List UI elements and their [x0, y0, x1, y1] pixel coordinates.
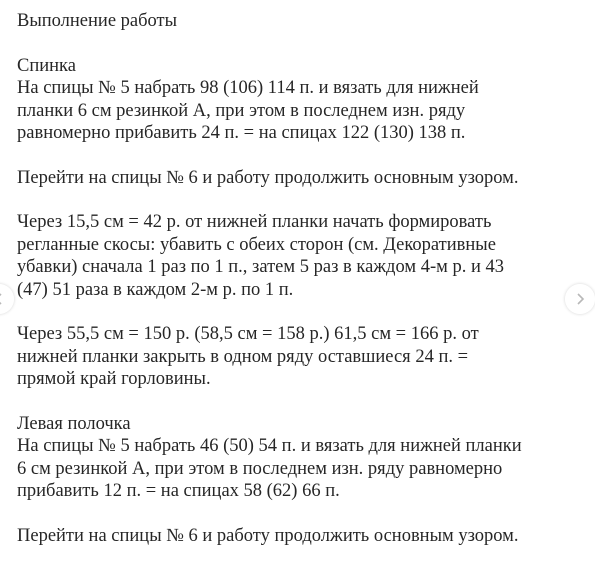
- section-back: [17, 55, 581, 391]
- text-line: На спицы № 5 набрать 46 (50) 54 п. и вязать для нижней планки: [17, 436, 522, 456]
- text-line: равномерно прибавить 24 п. = на спицах 122 (130) 138 п.: [17, 123, 466, 143]
- paragraph: [17, 77, 581, 145]
- text-line: На спицы № 5 набрать 98 (106) 114 п. и вязать для нижней: [17, 78, 479, 98]
- text-line: убавки) сначала 1 раз по 1 п., затем 5 раз в каждом 4-м р. и 43: [17, 257, 504, 277]
- section-left-front: [17, 413, 581, 548]
- text-line: регланные скосы: убавить с обеих сторон (см. Декоративные: [17, 234, 496, 255]
- text-line: прямой край горловины.: [17, 369, 211, 389]
- text-line: (47) 51 раза в каждом 2-м р. по 1 п.: [17, 279, 294, 300]
- chevron-left-icon: [0, 293, 5, 305]
- text-line: нижней планки закрыть в одном ряду оставшиеся 24 п. =: [17, 346, 469, 367]
- carousel-next-button[interactable]: [565, 284, 595, 314]
- paragraph: [17, 211, 581, 301]
- text-line: 6 см резинкой А, при этом в последнем изн. ряду равномерно: [17, 458, 503, 479]
- section-heading: Спинка: [17, 55, 76, 76]
- text-line: Перейти на спицы № 6 и работу продолжить основным узором.: [17, 167, 519, 188]
- document-title: Выполнение работы: [17, 11, 178, 31]
- section-heading: Левая полочка: [17, 413, 131, 434]
- paragraph: [17, 167, 581, 190]
- text-line: Через 15,5 см = 42 р. от нижней планки начать формировать: [17, 212, 492, 232]
- paragraph: [17, 323, 581, 391]
- text-line: Через 55,5 см = 150 р. (58,5 см = 158 р.) 61,5 см = 166 р. от: [17, 324, 479, 344]
- text-line: Перейти на спицы № 6 и работу продолжить основным узором.: [17, 525, 519, 546]
- paragraph: [17, 435, 581, 503]
- paragraph: [17, 525, 581, 548]
- text-line: прибавить 12 п. = на спицах 58 (62) 66 п.: [17, 481, 340, 501]
- chevron-right-icon: [574, 293, 586, 305]
- text-line: планки 6 см резинкой А, при этом в последнем изн. ряду: [17, 100, 466, 121]
